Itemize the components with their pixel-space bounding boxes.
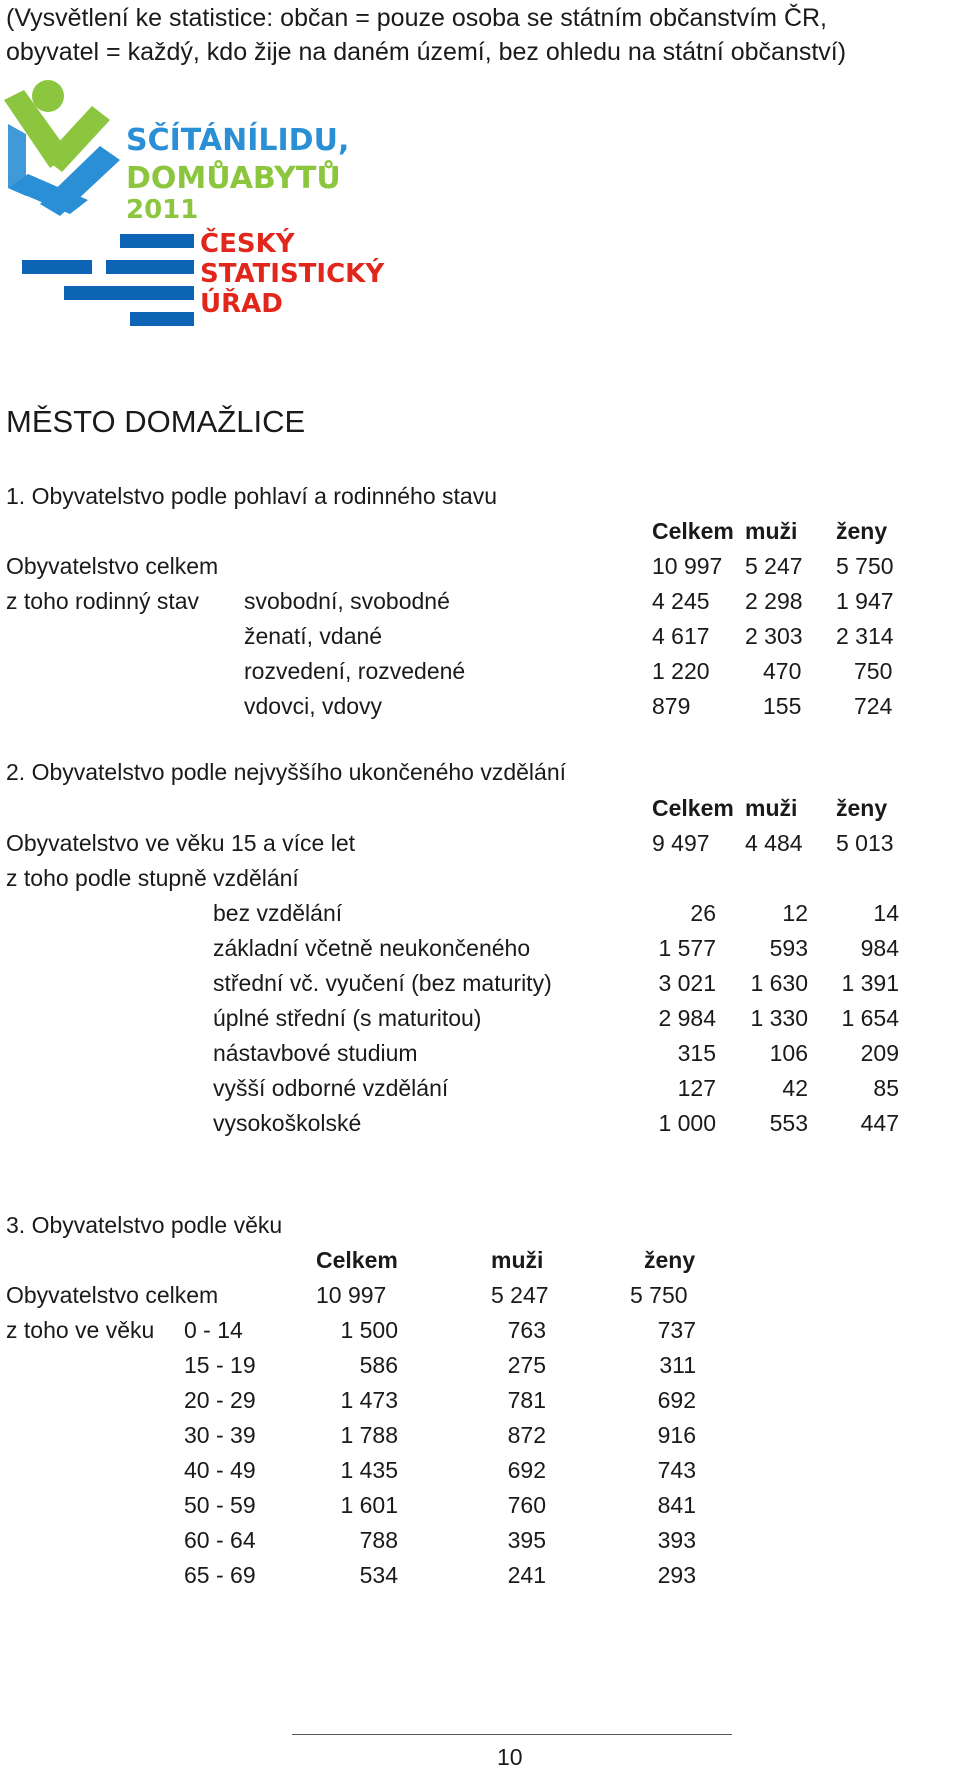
section2-header-men: muži <box>745 795 798 821</box>
section1-row-men: 2 303 <box>745 623 803 649</box>
section3-total-label: Obyvatelstvo celkem <box>6 1282 219 1308</box>
section3-row-men: 763 <box>507 1317 546 1343</box>
section2-group-label: z toho podle stupně vzdělání <box>6 865 299 891</box>
section3-group-label: z toho ve věku <box>6 1317 155 1343</box>
section3-row-women: 743 <box>657 1457 696 1483</box>
section3-row-label: 60 - 64 <box>184 1527 256 1553</box>
section3-row-total: 1 500 <box>340 1317 398 1343</box>
section3-row-total: 1 435 <box>340 1457 398 1483</box>
section3-row-men: 395 <box>507 1527 546 1553</box>
section2-row-total: 1 577 <box>658 935 716 961</box>
section3-row-total: 788 <box>359 1527 398 1553</box>
section1-total-women: 5 750 <box>836 553 894 579</box>
note-line-1: (Vysvětlení ke statistice: občan = pouze osoba se státním občanstvím ČR, <box>6 4 827 32</box>
section1-row-women: 750 <box>854 658 893 684</box>
section2-row-women: 1 654 <box>841 1005 899 1031</box>
section3-row-label: 30 - 39 <box>184 1422 256 1448</box>
city-title: MĚSTO DOMAŽLICE <box>6 404 306 439</box>
section2-row-women: 447 <box>860 1110 899 1136</box>
section1-total-all: 10 997 <box>652 553 723 579</box>
section3-row-label: 40 - 49 <box>184 1457 256 1483</box>
section1-header-men: muži <box>745 518 798 544</box>
section2-row-label: bez vzdělání <box>213 900 343 926</box>
section2-row-men: 1 330 <box>750 1005 808 1031</box>
footer-divider <box>292 1734 732 1735</box>
section2-row-label: střední vč. vyučení (bez maturity) <box>213 970 552 996</box>
section2-row-men: 12 <box>782 900 808 926</box>
section3-row-label: 65 - 69 <box>184 1562 256 1588</box>
section2-row-men: 593 <box>769 935 808 961</box>
section2-row-women: 14 <box>873 900 899 926</box>
section1-row-total: 4 617 <box>652 623 710 649</box>
section2-row-label: nástavbové studium <box>213 1040 418 1066</box>
section1-row-total: 879 <box>652 693 691 719</box>
section2-row-total: 3 021 <box>658 970 716 996</box>
logo-census-line1: SČÍTÁNÍLIDU, <box>126 123 350 158</box>
section1-row-women: 2 314 <box>836 623 894 649</box>
logo-office-line1: ČESKÝ <box>200 229 295 259</box>
section3-row-total: 1 473 <box>340 1387 398 1413</box>
section3-row-men: 275 <box>507 1352 546 1378</box>
section2-row-women: 85 <box>873 1075 899 1101</box>
section1-title: 1. Obyvatelstvo podle pohlaví a rodinného stavu <box>6 483 497 509</box>
section2-total-all: 9 497 <box>652 830 710 856</box>
section1-row-label: vdovci, vdovy <box>244 693 383 719</box>
section1-row-women: 724 <box>854 693 893 719</box>
section2-row-label: základní včetně neukončeného <box>213 935 531 961</box>
section3-row-total: 534 <box>359 1562 398 1588</box>
section2-total-men: 4 484 <box>745 830 803 856</box>
section3-row-men: 760 <box>507 1492 546 1518</box>
census-logo <box>0 76 420 356</box>
section2-total-women: 5 013 <box>836 830 894 856</box>
section1-header-women: ženy <box>836 518 888 544</box>
logo-office-line2: STATISTICKÝ <box>200 259 385 289</box>
section1-row-men: 470 <box>763 658 802 684</box>
section2-row-women: 209 <box>860 1040 899 1066</box>
section2-row-total: 315 <box>677 1040 716 1066</box>
section1-group-label: z toho rodinný stav <box>6 588 200 614</box>
logo-census-year: 2011 <box>126 195 199 225</box>
section2-row-men: 553 <box>769 1110 808 1136</box>
section3-row-women: 311 <box>659 1352 696 1378</box>
note-line-2: obyvatel = každý, kdo žije na daném území, bez ohledu na státní občanství) <box>6 38 847 66</box>
section1-row-men: 155 <box>763 693 802 719</box>
section3-row-total: 586 <box>359 1352 398 1378</box>
section3-title: 3. Obyvatelstvo podle věku <box>6 1212 283 1238</box>
section2-row-total: 2 984 <box>658 1005 716 1031</box>
section3-row-total: 1 601 <box>340 1492 398 1518</box>
section3-row-label: 0 - 14 <box>184 1317 243 1343</box>
section3-row-label: 50 - 59 <box>184 1492 256 1518</box>
section3-row-women: 841 <box>657 1492 696 1518</box>
section1-row-men: 2 298 <box>745 588 803 614</box>
section3-header-men: muži <box>491 1247 544 1273</box>
section3-row-women: 737 <box>657 1317 696 1343</box>
section2-row-women: 984 <box>860 935 899 961</box>
section2-row-men: 42 <box>782 1075 808 1101</box>
section2-row-total: 127 <box>677 1075 716 1101</box>
section3-row-men: 241 <box>507 1562 546 1588</box>
section2-row-label: úplné střední (s maturitou) <box>213 1005 482 1031</box>
section2-title: 2. Obyvatelstvo podle nejvyššího ukončeného vzdělání <box>6 759 567 785</box>
section2-total-label: Obyvatelstvo ve věku 15 a více let <box>6 830 356 856</box>
section3-row-total: 1 788 <box>340 1422 398 1448</box>
section3-total-all: 10 997 <box>316 1282 387 1308</box>
section2-row-total: 26 <box>690 900 716 926</box>
section1-row-total: 1 220 <box>652 658 710 684</box>
section3-total-men: 5 247 <box>491 1282 549 1308</box>
page-number: 10 <box>497 1744 523 1770</box>
section2-row-men: 106 <box>769 1040 808 1066</box>
section2-row-label: vysokoškolské <box>213 1110 362 1136</box>
section1-row-label: ženatí, vdané <box>244 623 383 649</box>
section3-header-total: Celkem <box>316 1247 398 1273</box>
section1-row-women: 1 947 <box>836 588 894 614</box>
section1-row-label: svobodní, svobodné <box>244 588 450 614</box>
section3-row-women: 692 <box>657 1387 696 1413</box>
section2-row-label: vyšší odborné vzdělání <box>213 1075 449 1101</box>
section1-total-label: Obyvatelstvo celkem <box>6 553 219 579</box>
section3-row-men: 781 <box>507 1387 546 1413</box>
section1-total-men: 5 247 <box>745 553 803 579</box>
section2-header-total: Celkem <box>652 795 734 821</box>
section3-row-men: 872 <box>507 1422 546 1448</box>
section1-header-total: Celkem <box>652 518 734 544</box>
logo-head-icon <box>32 80 64 112</box>
section3-header-women: ženy <box>644 1247 696 1273</box>
section3-row-women: 293 <box>657 1562 696 1588</box>
section3-total-women: 5 750 <box>630 1282 688 1308</box>
section3-row-label: 15 - 19 <box>184 1352 256 1378</box>
section3-row-women: 393 <box>657 1527 696 1553</box>
section1-row-label: rozvedení, rozvedené <box>244 658 466 684</box>
section3-row-label: 20 - 29 <box>184 1387 256 1413</box>
section2-row-men: 1 630 <box>750 970 808 996</box>
section3-row-men: 692 <box>507 1457 546 1483</box>
section1-row-total: 4 245 <box>652 588 710 614</box>
section2-row-women: 1 391 <box>841 970 899 996</box>
logo-census-line2: DOMŮABYTŮ <box>126 161 341 196</box>
section2-header-women: ženy <box>836 795 888 821</box>
section3-row-women: 916 <box>657 1422 696 1448</box>
section2-row-total: 1 000 <box>658 1110 716 1136</box>
logo-office-line3: ÚŘAD <box>200 289 283 319</box>
